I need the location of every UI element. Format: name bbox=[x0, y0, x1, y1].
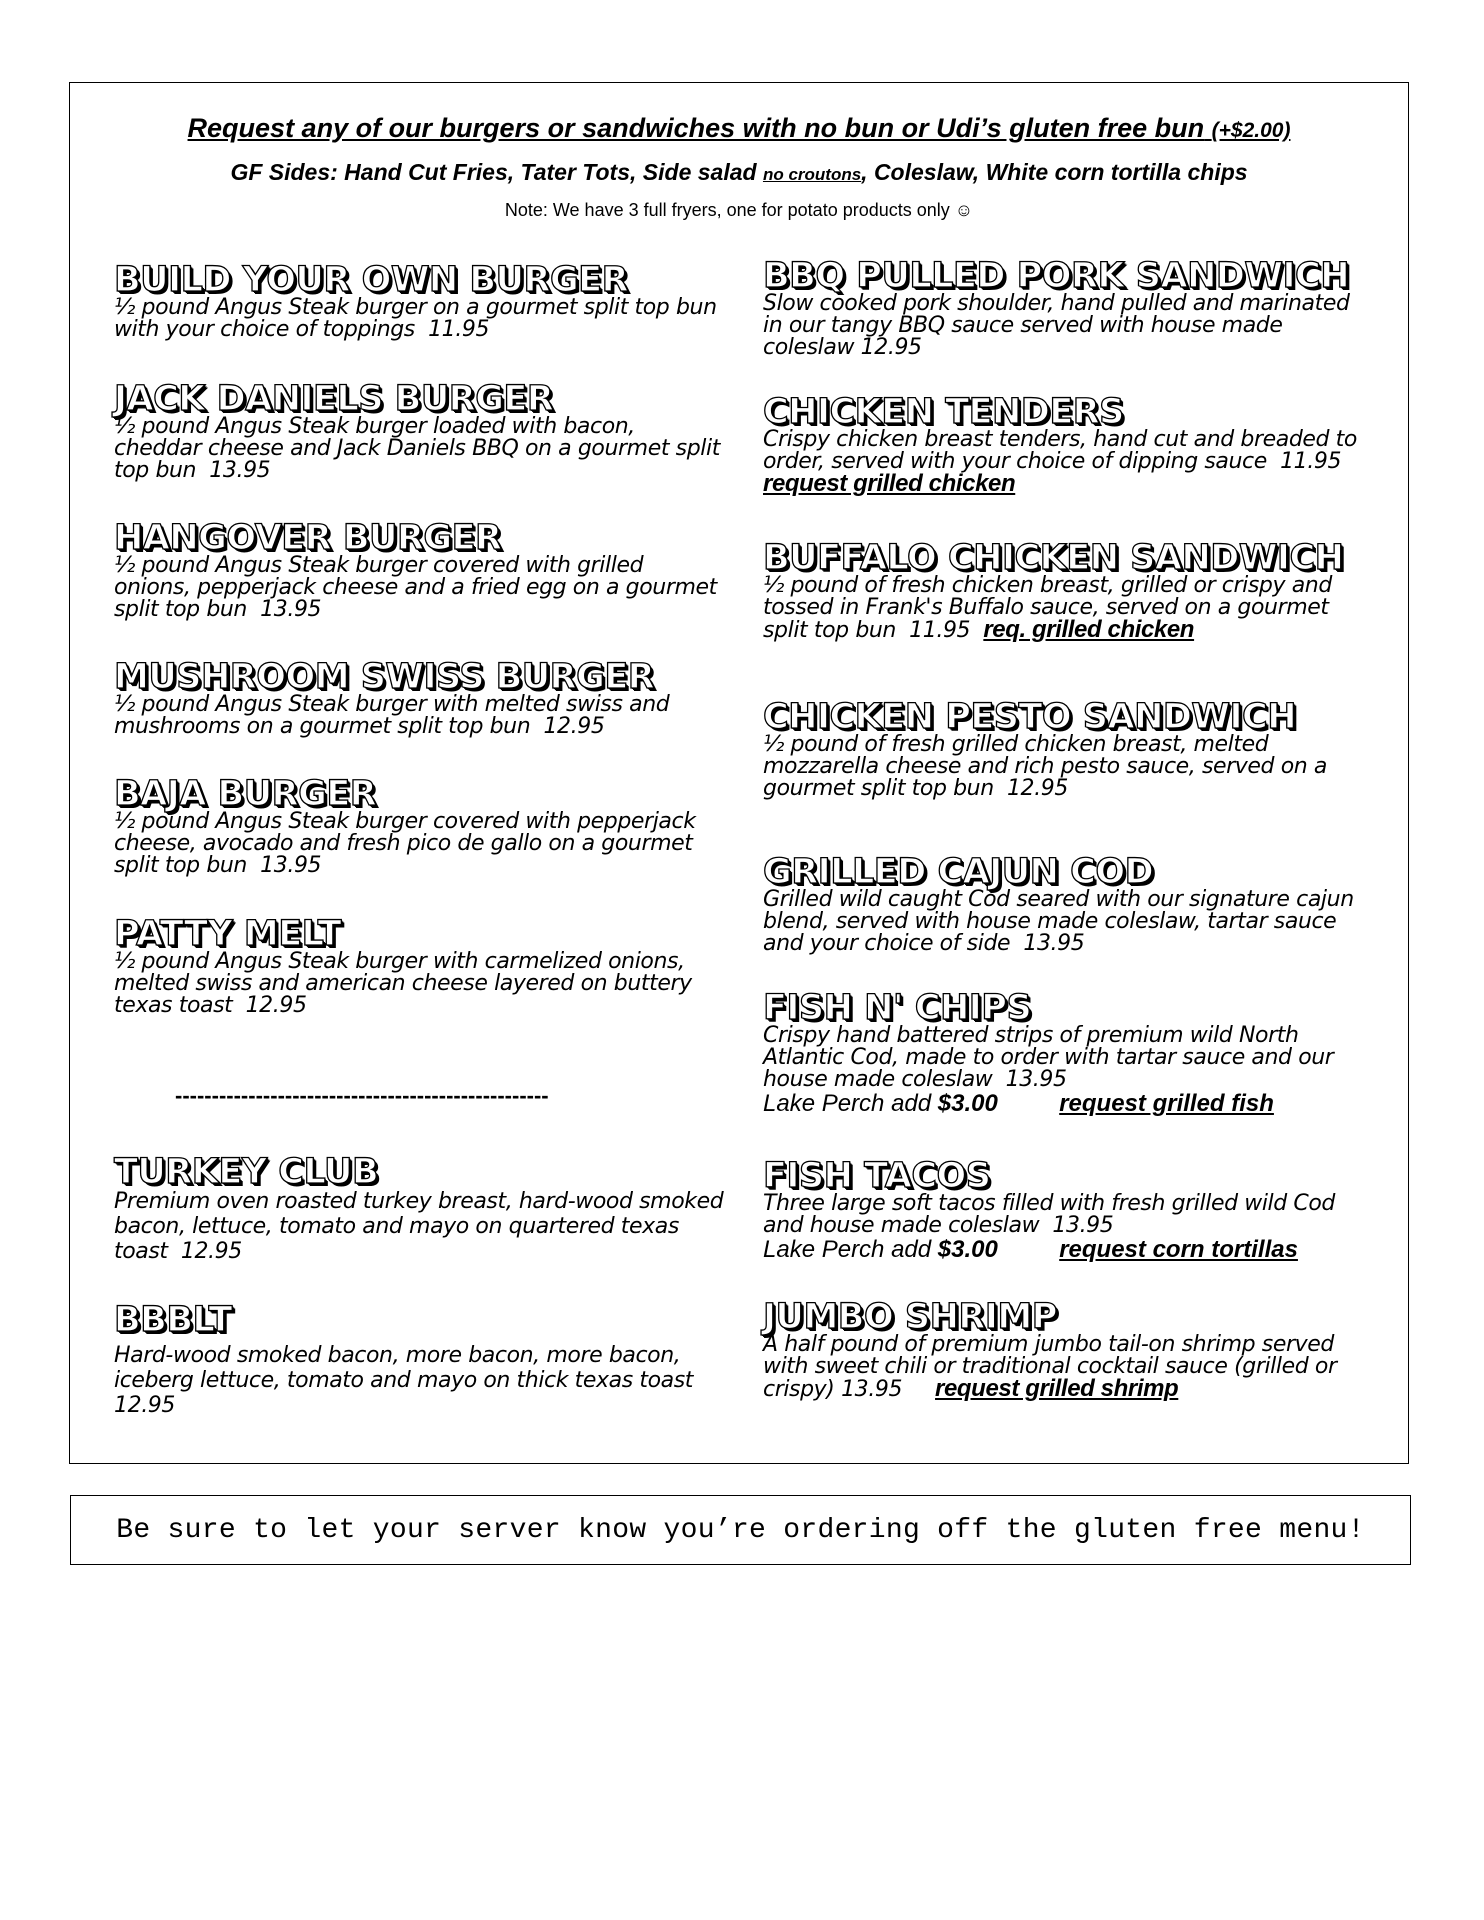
item-desc-text: ½ pound Angus Steak burger on a gourmet split top bun with your choice of toppings bbox=[114, 295, 717, 342]
item-price: 11.95 bbox=[909, 618, 971, 643]
item-desc-text: ½ pound of fresh grilled chicken breast, melted mozzarella cheese and rich pesto sauce, served on a gourmet split top bun bbox=[763, 732, 1327, 801]
bun-request-price: (+$2.00) bbox=[1211, 119, 1291, 142]
item-desc-text: Three large soft tacos filled with fresh grilled wild Cod and house made coleslaw bbox=[763, 1191, 1335, 1238]
item-price: 12.95 bbox=[860, 335, 922, 360]
menu-item bbox=[763, 393, 1373, 496]
section-divider: --------------------------------------------------- bbox=[175, 1083, 549, 1108]
item-title: BUFFALO CHICKEN SANDWICH bbox=[763, 538, 1344, 578]
item-desc-text: ½ pound Angus Steak burger loaded with bacon, cheddar cheese and Jack Daniels BBQ on a gourmet split top bun bbox=[114, 414, 720, 483]
item-desc-text: ½ pound Angus Steak burger with carmelized onions, melted swiss and american cheese layered on buttery texas toast bbox=[114, 949, 692, 1018]
item-price: 13.95 bbox=[841, 1377, 903, 1402]
item-title: BBBLT bbox=[114, 1300, 232, 1340]
item-title: TURKEY CLUB bbox=[114, 1152, 379, 1192]
item-title: HANGOVER BURGER bbox=[114, 518, 502, 558]
item-title: MUSHROOM SWISS BURGER bbox=[114, 657, 655, 697]
gf-sides-text: GF Sides: Hand Cut Fries, Tater Tots, Side salad bbox=[230, 159, 757, 185]
item-title: GRILLED CAJUN COD bbox=[763, 852, 1154, 892]
item-description bbox=[763, 1025, 1373, 1091]
item-price: 11.95 bbox=[1280, 449, 1342, 474]
menu-item bbox=[114, 1301, 724, 1418]
gf-sides-line bbox=[70, 159, 1408, 186]
menu-box bbox=[69, 82, 1409, 1464]
item-price: 12.95 bbox=[1006, 776, 1068, 801]
item-description bbox=[763, 734, 1373, 800]
item-price: 13.95 bbox=[260, 597, 322, 622]
item-desc-text: Hard-wood smoked bacon, more bacon, more bacon, iceberg lettuce, tomato and mayo on thick texas toast bbox=[114, 1343, 694, 1393]
menu-item bbox=[763, 1157, 1373, 1263]
item-description bbox=[114, 555, 724, 621]
item-price: 13.95 bbox=[1005, 1067, 1067, 1092]
item-price: 12.95 bbox=[543, 714, 605, 739]
lake-perch-price: $3.00 bbox=[937, 1090, 998, 1117]
item-title: FISH N' CHIPS bbox=[763, 988, 1032, 1028]
item-desc-text: ½ pound Angus Steak burger covered with grilled onions, pepperjack cheese and a fried egg on a gourmet split top bun bbox=[114, 553, 717, 622]
server-reminder-text: Be sure to let your server know you’re ordering off the gluten free menu! bbox=[116, 1514, 1365, 1546]
fryer-note: Note: We have 3 full fryers, one for potato products only ☺ bbox=[504, 200, 974, 220]
item-description bbox=[114, 416, 724, 482]
item-price: 13.95 bbox=[1023, 931, 1085, 956]
menu-item bbox=[114, 380, 724, 482]
item-description bbox=[114, 694, 724, 738]
request-grilled-fish-note: request grilled fish bbox=[1059, 1090, 1274, 1117]
item-description bbox=[763, 429, 1373, 496]
item-desc-text: Crispy chicken breast tenders, hand cut and breaded to order, served with your choice of dipping sauce bbox=[763, 427, 1357, 474]
menu-item bbox=[114, 519, 724, 621]
item-price: 13.95 bbox=[260, 853, 322, 878]
item-price: 11.95 bbox=[428, 317, 490, 342]
no-croutons-note: no croutons bbox=[762, 165, 862, 184]
item-description bbox=[114, 297, 724, 341]
lake-perch-row bbox=[763, 1237, 1373, 1263]
item-title: CHICKEN TENDERS bbox=[763, 392, 1124, 432]
menu-item bbox=[763, 989, 1373, 1117]
item-description bbox=[763, 1193, 1373, 1237]
item-title: BUILD YOUR OWN BURGER bbox=[114, 260, 629, 300]
item-desc-text: ½ pound Angus Steak burger with melted swiss and mushrooms on a gourmet split top bun bbox=[114, 692, 670, 739]
request-grilled-chicken-note: req. grilled chicken bbox=[983, 616, 1195, 643]
item-desc-text: ½ pound of fresh chicken breast, grilled or crispy and tossed in Frank's Buffalo sauce, served on a gourmet split top bun bbox=[763, 573, 1332, 643]
menu-item bbox=[763, 698, 1373, 800]
item-description bbox=[763, 293, 1373, 359]
menu-item bbox=[114, 658, 724, 738]
item-description bbox=[114, 951, 724, 1017]
lake-perch-label: Lake Perch add bbox=[763, 1090, 932, 1117]
item-title: PATTY MELT bbox=[114, 914, 342, 954]
menu-item bbox=[114, 775, 724, 877]
item-price: 12.95 bbox=[114, 1393, 175, 1418]
request-grilled-shrimp-note: request grilled shrimp bbox=[935, 1375, 1179, 1402]
item-description bbox=[763, 889, 1373, 955]
bun-request-text: Request any of our burgers or sandwiches with no bun or Udi’s gluten free bun bbox=[187, 113, 1205, 143]
menu-item bbox=[114, 261, 724, 341]
menu-item bbox=[763, 853, 1373, 955]
menu-item bbox=[763, 257, 1373, 359]
item-title: JUMBO SHRIMP bbox=[763, 1297, 1057, 1337]
item-title: JACK DANIELS BURGER bbox=[114, 379, 554, 419]
gf-sides-text-end: , Coleslaw, White corn tortilla chips bbox=[861, 159, 1248, 185]
lake-perch-price: $3.00 bbox=[937, 1236, 998, 1263]
item-description bbox=[114, 811, 724, 877]
gluten-free-bun-note bbox=[70, 113, 1408, 144]
menu-item bbox=[114, 915, 724, 1017]
lake-perch-row bbox=[763, 1091, 1373, 1117]
item-desc-text: Crispy hand battered strips of premium wild North Atlantic Cod, made to order with tartar sauce and our house made coleslaw bbox=[763, 1023, 1334, 1092]
item-description bbox=[763, 1334, 1373, 1401]
item-description bbox=[763, 575, 1373, 642]
item-desc-text: A half pound of premium jumbo tail-on shrimp served with sweet chili or traditional cocktail sauce (grilled or crispy) bbox=[763, 1332, 1337, 1402]
item-price: 13.95 bbox=[209, 458, 271, 483]
item-title: CHICKEN PESTO SANDWICH bbox=[763, 697, 1297, 737]
server-reminder-box bbox=[70, 1495, 1411, 1565]
request-grilled-chicken-note: request grilled chicken bbox=[763, 470, 1016, 497]
item-desc-text: Slow cooked pork shoulder, hand pulled and marinated in our tangy BBQ sauce served with house made coleslaw bbox=[763, 291, 1350, 360]
menu-item bbox=[763, 539, 1373, 642]
menu-item bbox=[114, 1153, 724, 1264]
item-desc-text: Grilled wild caught Cod seared with our signature cajun blend, served with house made coleslaw, tartar sauce and your choice of side bbox=[763, 887, 1354, 956]
item-price: 12.95 bbox=[180, 1239, 242, 1264]
menu-item bbox=[763, 1298, 1373, 1401]
item-description bbox=[114, 1343, 724, 1418]
item-title: BAJA BURGER bbox=[114, 774, 377, 814]
item-price: 12.95 bbox=[245, 993, 307, 1018]
item-title: FISH TACOS bbox=[763, 1156, 991, 1196]
item-price: 13.95 bbox=[1052, 1213, 1114, 1238]
item-desc-text: ½ pound Angus Steak burger covered with pepperjack cheese, avocado and fresh pico de gallo on a gourmet split top bun bbox=[114, 809, 696, 878]
item-title: BBQ PULLED PORK SANDWICH bbox=[763, 256, 1350, 296]
item-description bbox=[114, 1189, 724, 1264]
item-desc-text: Premium oven roasted turkey breast, hard-wood smoked bacon, lettuce, tomato and mayo on quartered texas toast bbox=[114, 1189, 724, 1264]
request-corn-tortillas-note: request corn tortillas bbox=[1059, 1236, 1298, 1263]
lake-perch-label: Lake Perch add bbox=[763, 1236, 932, 1263]
